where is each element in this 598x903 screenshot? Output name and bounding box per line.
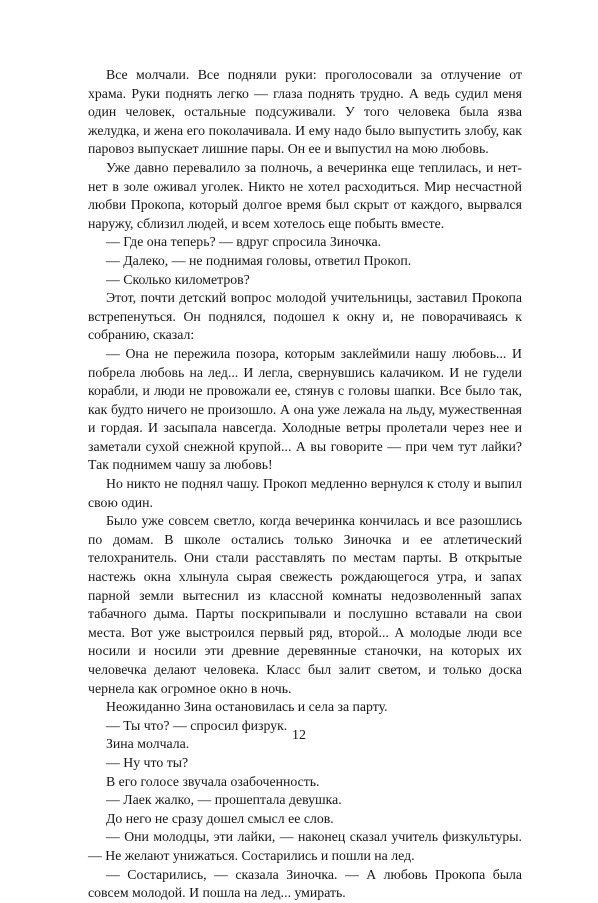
- paragraph: Но никто не поднял чашу. Прокоп медленно вернулся к столу и выпил свою один.: [88, 476, 522, 510]
- dialogue-line: — Ну что ты?: [106, 754, 189, 770]
- dialogue-line: — Она не пережила позора, которым заклеймили нашу любовь... И побрела любовь на лед... И легла, свернувшись калачиком. И не гудели корабли, и люди не провожали ее, стянув с головы шапки. Все было так, как будто ничего не произошло. А она уже лежала на льду, мужественная и гордая. И засыпала навсегда. Холодные ветры пролетали через нее и заметали сухой снежной крупой... А вы говорите — при чем тут лайки? Так поднимем чашу за любовь!: [88, 345, 522, 473]
- dialogue-line: — Где она теперь? — вдруг спросила Зиночка.: [106, 234, 382, 250]
- paragraph: Зина молчала.: [106, 736, 190, 752]
- dialogue-line: — Состарились, — сказала Зиночка. — А любовь Прокопа была совсем молодой. И пошла на лед... умирать.: [88, 866, 522, 901]
- page-text: [88, 66, 522, 903]
- paragraph: Неожиданно Зина остановилась и села за парту.: [106, 699, 388, 715]
- paragraph: В его голосе звучала озабоченность.: [106, 773, 320, 789]
- dialogue-line: — Лаек жалко, — прошептала девушка.: [106, 792, 342, 808]
- dialogue-line: — Сколько километров?: [106, 271, 250, 287]
- paragraph: Все молчали. Все подняли руки: проголосовали за отлучение от храма. Руки поднять легко — глаза поднять трудно. А ведь судил меня один человек, остальные подсуживали. У того человека была язва желудка, и жена его поколачивала. И ему надо было выпустить злобу, как паровоз выпускает лишние пары. Он ее и выпустил на мою любовь.: [88, 67, 522, 157]
- paragraph: До него не сразу дошел смысл ее слов.: [106, 810, 334, 826]
- paragraph: Этот, почти детский вопрос молодой учительницы, заставил Прокопа встрепенуться. Он поднялся, подошел к окну и, не поворачиваясь к собранию, сказал:: [88, 290, 522, 343]
- page-number: 12: [292, 728, 306, 743]
- dialogue-line: — Ты что? — спросил физрук.: [106, 717, 288, 733]
- dialogue-line: — Далеко, — не поднимая головы, ответил Прокоп.: [106, 252, 412, 268]
- dialogue-line: — Они молодцы, эти лайки, — наконец сказал учитель физкультуры. — Не желают унижаться. Состарились и пошли на лед.: [88, 829, 522, 863]
- paragraph: Было уже совсем светло, когда вечеринка кончилась и все разошлись по домам. В школе остались только Зиночка и ее атлетический телохранитель. Они стали расставлять по местам парты. В открытые настежь окна хлынула сырая свежесть рождающегося утра, и запах парной земли вытеснил из классной комнаты недозволенный запах табачного дыма. Парты поскрипывали и послушно вставали на свои места. Вот уже выстроился первый ряд, второй... А молодые люди все носили и носили эти древние деревянные станочки, на которых их человечка делают человека. Класс был залит светом, и только доска чернела как огромное окно в ночь.: [88, 513, 522, 696]
- paragraph: Уже давно перевалило за полночь, а вечеринка еще теплилась, и нет-нет в золе оживал уголек. Никто не хотел расходиться. Мир несчастной любви Прокопа, который долгое время был скрыт от каждого, вырвался наружу, сблизил людей, и всем хотелось еще побыть вместе.: [88, 159, 522, 231]
